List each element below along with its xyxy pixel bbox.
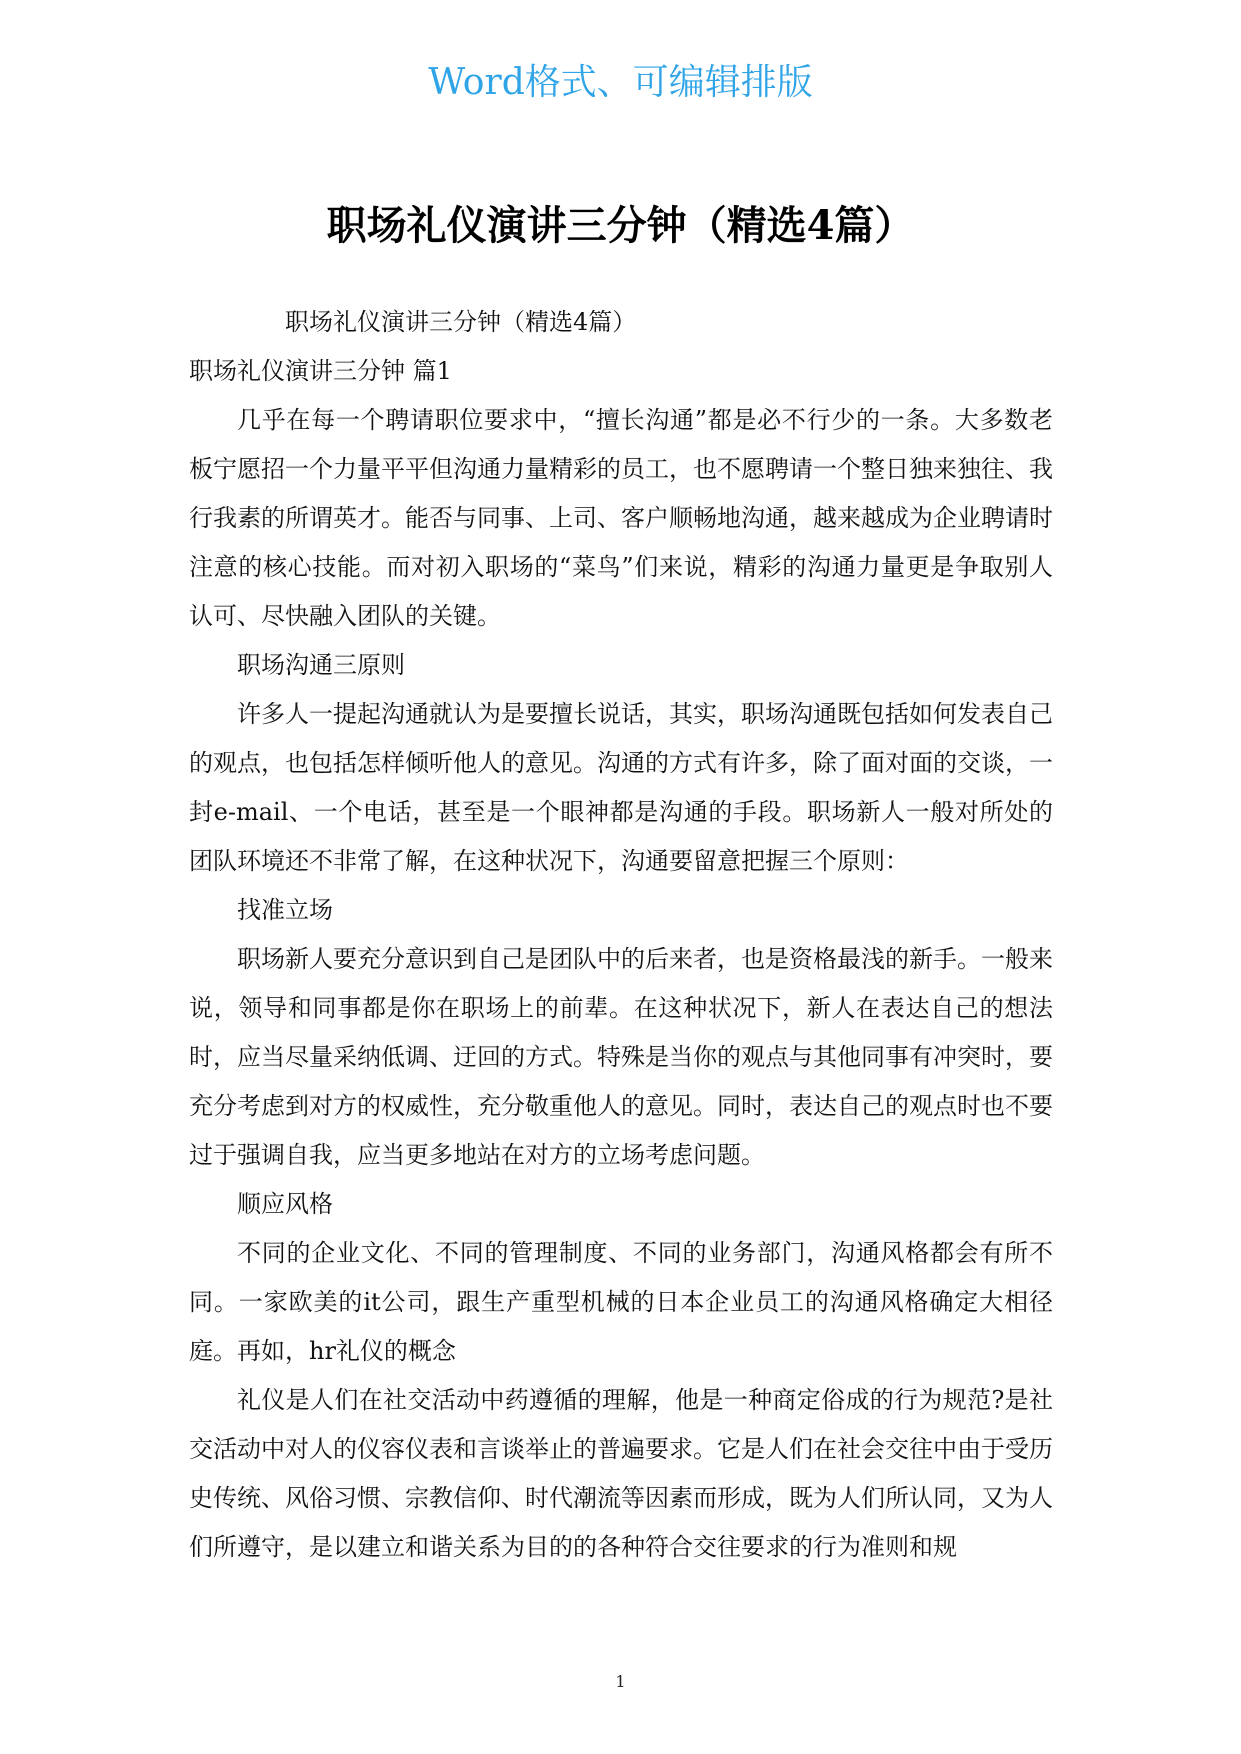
- document-body: [189, 298, 1053, 1572]
- paragraph: 几乎在每一个聘请职位要求中，“擅长沟通”都是必不行少的一条。大多数老板宁愿招一个力量平平但沟通力量精彩的员工，也不愿聘请一个整日独来独往、我行我素的所谓英才。能否与同事、上司、客户顺畅地沟通，越来越成为企业聘请时注意的核心技能。而对初入职场的“菜鸟”们来说，精彩的沟通力量更是争取别人认可、尽快融入团队的关键。: [189, 406, 1053, 630]
- subheading-position: 找准立场: [237, 896, 333, 924]
- section-heading: 职场礼仪演讲三分钟 篇1: [189, 357, 452, 385]
- page-number: 1: [615, 1672, 626, 1691]
- header-banner: Word格式、可编辑排版: [428, 62, 813, 103]
- paragraph: 许多人一提起沟通就认为是要擅长说话，其实，职场沟通既包括如何发表自己的观点，也包括怎样倾听他人的意见。沟通的方式有许多，除了面对面的交谈，一封e-mail、一个电话，甚至是一个眼神都是沟通的手段。职场新人一般对所处的团队环境还不非常了解，在这种状况下，沟通要留意把握三个原则：: [189, 700, 1053, 875]
- document-title: 职场礼仪演讲三分钟（精选4篇）: [326, 202, 915, 249]
- document-subtitle: 职场礼仪演讲三分钟（精选4篇）: [285, 308, 637, 336]
- paragraph: 职场新人要充分意识到自己是团队中的后来者，也是资格最浅的新手。一般来说，领导和同事都是你在职场上的前辈。在这种状况下，新人在表达自己的想法时，应当尽量采纳低调、迂回的方式。特殊是当你的观点与其他同事有冲突时，要充分考虑到对方的权威性，充分敬重他人的意见。同时，表达自己的观点时也不要过于强调自我，应当更多地站在对方的立场考虑问题。: [189, 945, 1053, 1169]
- paragraph: 礼仪是人们在社交活动中药遵循的理解，他是一种商定俗成的行为规范?是社交活动中对人的仪容仪表和言谈举止的普遍要求。它是人们在社会交往中由于受历史传统、风俗习惯、宗教信仰、时代潮流等因素而形成，既为人们所认同，又为人们所遵守，是以建立和谐关系为目的的各种符合交往要求的行为准则和规: [189, 1386, 1053, 1561]
- subheading-principles: 职场沟通三原则: [237, 651, 405, 679]
- subheading-style: 顺应风格: [237, 1190, 333, 1218]
- paragraph: 不同的企业文化、不同的管理制度、不同的业务部门，沟通风格都会有所不同。一家欧美的it公司，跟生产重型机械的日本企业员工的沟通风格确定大相径庭。再如，hr礼仪的概念: [189, 1239, 1053, 1365]
